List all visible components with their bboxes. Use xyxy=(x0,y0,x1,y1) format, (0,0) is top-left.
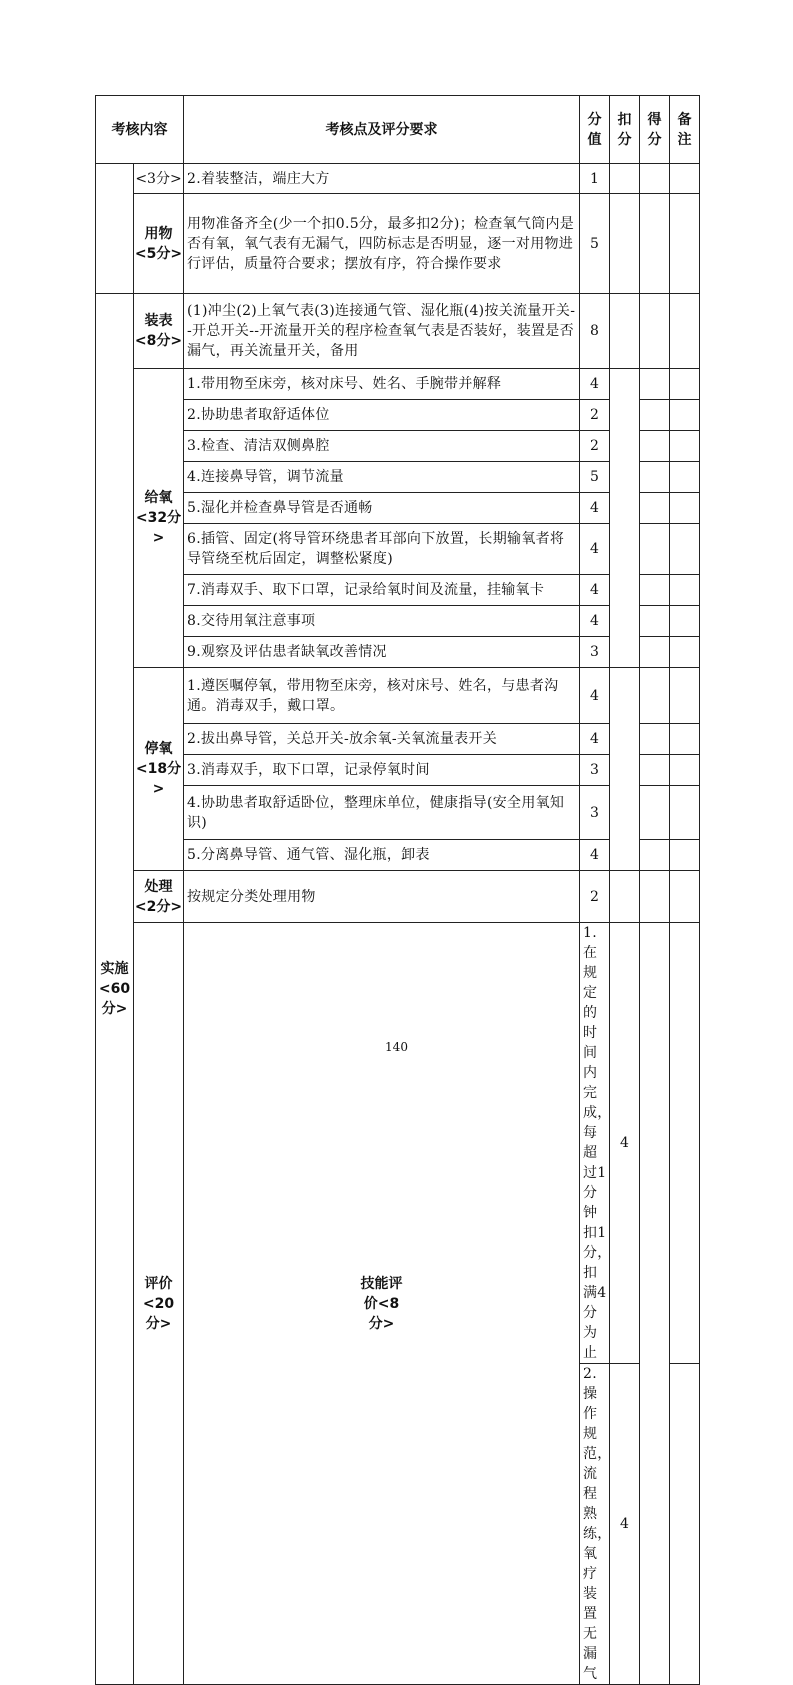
remark-cell xyxy=(670,400,700,431)
row-score: 3 xyxy=(580,755,610,786)
table-row xyxy=(96,606,700,637)
got-cell xyxy=(640,194,670,294)
group-meter: 装表 <8分> xyxy=(134,294,184,369)
row-text: 3.检查、清洁双侧鼻腔 xyxy=(184,431,580,462)
table-row xyxy=(96,786,700,840)
got-cell xyxy=(640,369,670,400)
got-cell xyxy=(640,462,670,493)
row-score: 4 xyxy=(610,923,640,1364)
row-text: 2.操作规范，流程熟练，氧疗装置无漏气 xyxy=(580,1364,610,1685)
deduct-cell xyxy=(610,369,640,668)
table-row xyxy=(96,840,700,871)
row-text: 1.遵医嘱停氧，带用物至床旁，核对床号、姓名，与患者沟通。消毒双手，戴口罩。 xyxy=(184,668,580,724)
row-text: 用物准备齐全(少一个扣0.5分，最多扣2分)；检查氧气筒内是否有氧，氧气表有无漏气，四防标志是否明显，逐一对用物进行评估，质量符合要求；摆放有序，符合操作要求 xyxy=(184,194,580,294)
group-items: 用物 <5分> xyxy=(134,194,184,294)
remark-cell xyxy=(670,194,700,294)
table-row xyxy=(96,462,700,493)
table-row xyxy=(96,524,700,575)
remark-cell xyxy=(670,493,700,524)
row-score: 4 xyxy=(580,493,610,524)
deduct-cell xyxy=(610,164,640,194)
header-row xyxy=(96,96,700,164)
header-score: 分值 xyxy=(580,96,610,164)
remark-cell xyxy=(670,524,700,575)
got-cell xyxy=(640,606,670,637)
row-text: 1.带用物至床旁，核对床号、姓名、手腕带并解释 xyxy=(184,369,580,400)
page-number: 140 xyxy=(385,1040,408,1054)
got-cell xyxy=(640,400,670,431)
row-text: 5.湿化并检查鼻导管是否通畅 xyxy=(184,493,580,524)
table-row xyxy=(96,194,700,294)
row-text: 1.在规定的时间内完成，每超过1分钟扣1分，扣满4分为止 xyxy=(580,923,610,1364)
deduct-cell xyxy=(610,294,640,369)
got-cell xyxy=(640,755,670,786)
got-cell xyxy=(670,1364,700,1685)
header-deduct: 扣分 xyxy=(610,96,640,164)
remark-cell xyxy=(670,294,700,369)
got-cell xyxy=(640,871,670,923)
got-cell xyxy=(640,493,670,524)
deduct-cell xyxy=(610,871,640,923)
row-score: 3 xyxy=(580,786,610,840)
remark-cell xyxy=(670,871,700,923)
remark-cell xyxy=(670,462,700,493)
table-row xyxy=(96,755,700,786)
row-score: 4 xyxy=(580,575,610,606)
group-give: 给氧 <32分> xyxy=(134,369,184,668)
row-score: 1 xyxy=(580,164,610,194)
header-content: 考核内容 xyxy=(96,96,184,164)
row-score: 4 xyxy=(580,668,610,724)
row-score: 4 xyxy=(580,369,610,400)
table-row xyxy=(96,493,700,524)
got-cell xyxy=(640,294,670,369)
row-score: 4 xyxy=(610,1364,640,1685)
group-skill: 技能评 价<8 分> xyxy=(184,923,580,1685)
deduct-cell xyxy=(640,923,670,1685)
row-text: 7.消毒双手、取下口罩，记录给氧时间及流量，挂输氧卡 xyxy=(184,575,580,606)
row-text: 4.连接鼻导管，调节流量 xyxy=(184,462,580,493)
deduct-cell xyxy=(610,194,640,294)
got-cell xyxy=(640,786,670,840)
row-text: 2.协助患者取舒适体位 xyxy=(184,400,580,431)
got-cell xyxy=(670,923,700,1364)
remark-cell xyxy=(670,840,700,871)
remark-cell xyxy=(670,606,700,637)
got-cell xyxy=(640,668,670,724)
remark-cell xyxy=(670,431,700,462)
got-cell xyxy=(640,637,670,668)
remark-cell xyxy=(670,668,700,724)
row-text: (1)冲尘(2)上氧气表(3)连接通气管、湿化瓶(4)按关流量开关--开总开关--开流量开关的程序检查氧气表是否装好，装置是否漏气，再关流量开关，备用 xyxy=(184,294,580,369)
row-score: 4 xyxy=(580,524,610,575)
row-text: 6.插管、固定(将导管环绕患者耳部向下放置，长期输氧者将导管绕至枕后固定，调整松紧度) xyxy=(184,524,580,575)
got-cell xyxy=(640,840,670,871)
row-score: 3 xyxy=(580,637,610,668)
row-text: 9.观察及评估患者缺氧改善情况 xyxy=(184,637,580,668)
row-text: 8.交待用氧注意事项 xyxy=(184,606,580,637)
table-row xyxy=(96,923,700,1364)
remark-cell xyxy=(670,755,700,786)
row-score: 2 xyxy=(580,400,610,431)
row-text: 2.拔出鼻导管，关总开关-放余氧-关氧流量表开关 xyxy=(184,724,580,755)
row-score: 4 xyxy=(580,724,610,755)
remark-cell xyxy=(670,164,700,194)
row-text: 4.协助患者取舒适卧位，整理床单位，健康指导(安全用氧知识) xyxy=(184,786,580,840)
table-row xyxy=(96,431,700,462)
row-score: 8 xyxy=(580,294,610,369)
row-score: 4 xyxy=(580,840,610,871)
header-got: 得分 xyxy=(640,96,670,164)
row-score: 5 xyxy=(580,194,610,294)
remark-cell xyxy=(670,724,700,755)
section-impl: 实施 <60 分> xyxy=(96,294,134,1685)
got-cell xyxy=(640,431,670,462)
table-row xyxy=(96,294,700,369)
header-requirements: 考核点及评分要求 xyxy=(184,96,580,164)
row-text: 3.消毒双手，取下口罩，记录停氧时间 xyxy=(184,755,580,786)
remark-cell xyxy=(670,786,700,840)
table-row xyxy=(96,164,700,194)
got-cell xyxy=(640,164,670,194)
got-cell xyxy=(640,724,670,755)
row-score: 2 xyxy=(580,431,610,462)
row-text: 按规定分类处理用物 xyxy=(184,871,580,923)
row-score: 4 xyxy=(580,606,610,637)
group-stop: 停氧 <18分> xyxy=(134,668,184,871)
group-dress: <3分> xyxy=(134,164,184,194)
table-row xyxy=(96,724,700,755)
got-cell xyxy=(640,575,670,606)
table-row xyxy=(96,369,700,400)
table-row xyxy=(96,871,700,923)
remark-cell xyxy=(670,637,700,668)
table-row xyxy=(96,575,700,606)
scoring-table xyxy=(95,95,700,1685)
remark-cell xyxy=(670,575,700,606)
row-text: 5.分离鼻导管、通气管、湿化瓶，卸表 xyxy=(184,840,580,871)
row-score: 5 xyxy=(580,462,610,493)
remark-cell xyxy=(670,369,700,400)
group-handle: 处理 <2分> xyxy=(134,871,184,923)
row-score: 2 xyxy=(580,871,610,923)
table-row xyxy=(96,400,700,431)
deduct-cell xyxy=(610,668,640,871)
header-remark: 备注 xyxy=(670,96,700,164)
section-prep xyxy=(96,164,134,294)
table-row xyxy=(96,668,700,724)
section-eval: 评价 <20 分> xyxy=(134,923,184,1685)
row-text: 2.着装整洁，端庄大方 xyxy=(184,164,580,194)
table-row xyxy=(96,637,700,668)
got-cell xyxy=(640,524,670,575)
